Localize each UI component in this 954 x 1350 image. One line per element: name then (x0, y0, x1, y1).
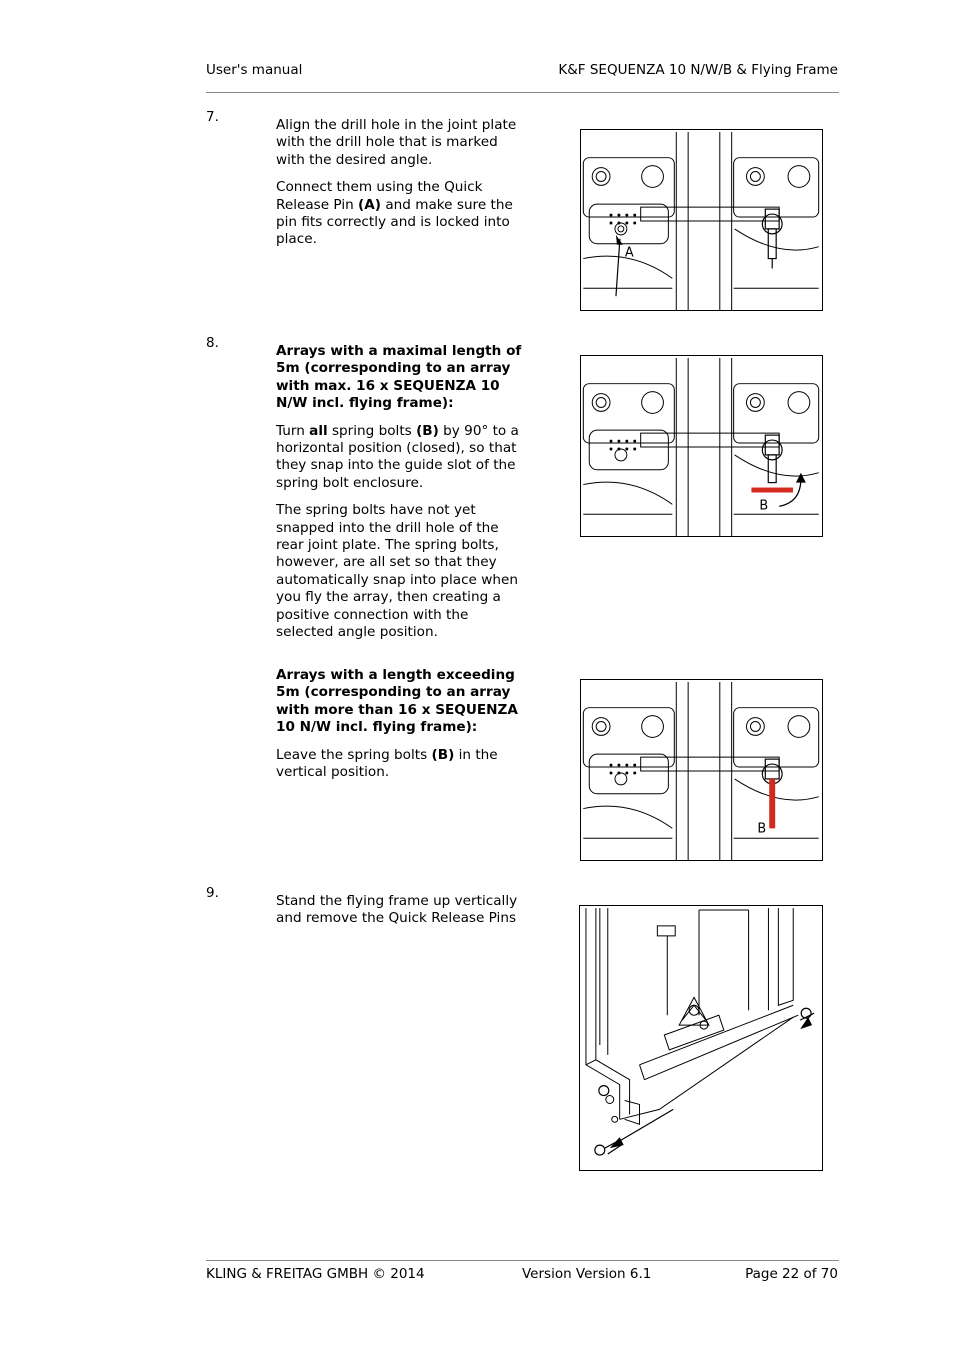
step-number: 9. (206, 885, 219, 901)
step-number: 8. (206, 335, 219, 351)
figure-label-b: B (759, 498, 769, 514)
figure-quick-release-pin (580, 129, 823, 311)
figure-label-a: A (624, 245, 634, 261)
footer-rule (206, 1260, 839, 1261)
figure-label-b: B (757, 821, 767, 837)
illustration (581, 130, 822, 310)
step-7-text (276, 117, 526, 259)
figure-flying-frame (579, 905, 823, 1171)
subheading: Arrays with a length exceeding 5m (corresponding to an array with more than 16 x SEQUENZA 10 N/W incl. flying frame): (276, 667, 518, 736)
step-8-text-b (276, 667, 526, 791)
header-right: K&F SEQUENZA 10 N/W/B & Flying Frame (558, 62, 838, 78)
step-9-text (276, 893, 526, 938)
figure-spring-bolt-horizontal (580, 355, 823, 537)
illustration (581, 356, 822, 536)
subheading: Arrays with a maximal length of 5m (corresponding to an array with max. 16 x SEQUENZA 10 N/W incl. flying frame): (276, 343, 522, 412)
paragraph: The spring bolts have not yet snapped into the drill hole of the rear joint plate. The spring bolts, however, are all set so that they automatically snap into place when you fly the array, then creating a positive connection with the selected angle position. (276, 502, 518, 641)
illustration (581, 680, 822, 860)
paragraph: Turn all spring bolts (B) by 90° to a horizontal position (closed), so that they snap into the guide slot of the spring bolt enclosure. (276, 422, 519, 491)
paragraph: Align the drill hole in the joint plate with the drill hole that is marked with the desired angle. (276, 117, 517, 168)
step-8-text-a (276, 343, 526, 652)
footer-company: KLING & FREITAG GMBH © 2014 (206, 1266, 425, 1282)
figure-spring-bolt-vertical (580, 679, 823, 861)
header-rule (206, 92, 839, 93)
step-number: 7. (206, 109, 219, 125)
footer-version: Version Version 6.1 (522, 1266, 652, 1282)
header-left: User's manual (206, 62, 303, 78)
paragraph: Stand the flying frame up vertically and remove the Quick Release Pins (276, 893, 518, 927)
paragraph: Leave the spring bolts (B) in the vertical position. (276, 746, 498, 781)
illustration (580, 906, 822, 1170)
paragraph: Connect them using the Quick Release Pin (A) and make sure the pin fits correctly and is locked into place. (276, 179, 513, 248)
footer-page-number: Page 22 of 70 (745, 1266, 838, 1282)
